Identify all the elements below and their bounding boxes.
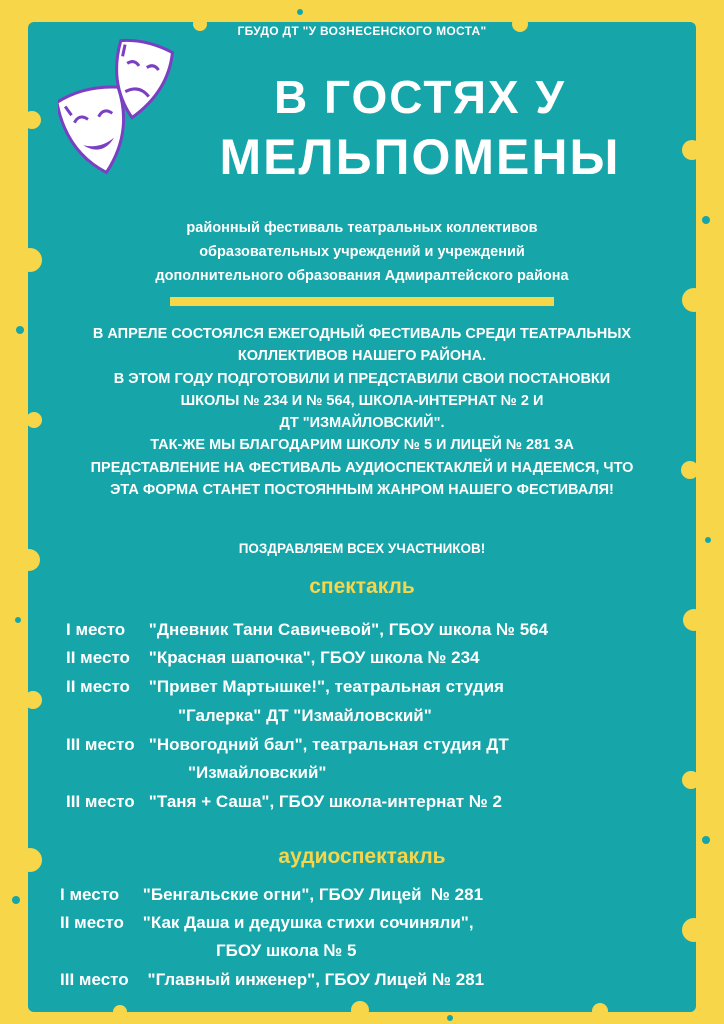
body-line: В ЭТОМ ГОДУ ПОДГОТОВИЛИ И ПРЕДСТАВИЛИ СВОИ ПОСТАНОВКИ <box>113 370 611 387</box>
audio-result-line: III место "Главный инженер", ГБОУ Лицей № 281 <box>60 970 485 989</box>
spectacle-result-line: II место "Красная шапочка", ГБОУ школа № 234 <box>66 648 480 667</box>
spectacle-result-line: "Галерка" ДТ "Измайловский" <box>178 706 432 725</box>
spectacle-result-line: III место "Таня + Саша", ГБОУ школа-интернат № 2 <box>66 792 502 811</box>
festival-description <box>60 216 664 288</box>
subtitle-line: районный фестиваль театральных коллективов <box>186 220 538 236</box>
body-line: ЭТА ФОРМА СТАНЕТ ПОСТОЯННЫМ ЖАНРОМ НАШЕГО ФЕСТИВАЛЯ! <box>110 482 614 499</box>
body-line: ДТ "ИЗМАЙЛОВСКИЙ". <box>279 415 445 432</box>
congratulations-text: ПОЗДРАВЛЯЕМ ВСЕХ УЧАСТНИКОВ! <box>238 541 486 556</box>
spectacle-heading: спектакль <box>309 575 415 598</box>
body-line: КОЛЛЕКТИВОВ НАШЕГО РАЙОНА. <box>237 348 487 365</box>
audio-result-line: I место "Бенгальские огни", ГБОУ Лицей № 281 <box>60 885 484 904</box>
body-line: В АПРЕЛЕ СОСТОЯЛСЯ ЕЖЕГОДНЫЙ ФЕСТИВАЛЬ СРЕДИ ТЕАТРАЛЬНЫХ <box>92 326 632 342</box>
spectacle-result-line: "Измайловский" <box>188 763 327 782</box>
audio-result-line: II место "Как Даша и дедушка стихи сочиняли", <box>60 913 474 932</box>
announcement-text <box>30 323 694 501</box>
page-title-line-1: В ГОСТЯХ У <box>274 71 566 123</box>
spectacle-result-line: II место "Привет Мартышке!", театральная студия <box>66 677 504 696</box>
body-line: ШКОЛЫ № 234 И № 564, ШКОЛА-ИНТЕРНАТ № 2 И <box>180 392 544 409</box>
spectacle-result-line: III место "Новогодний бал", театральная студия ДТ <box>66 735 509 754</box>
audio-result-line: ГБОУ школа № 5 <box>216 941 357 960</box>
page-title-line-2: МЕЛЬПОМЕНЫ <box>219 129 621 185</box>
organization-name: ГБУДО ДТ "У ВОЗНЕСЕНСКОГО МОСТА" <box>237 24 487 38</box>
yellow-divider <box>170 297 554 306</box>
subtitle-line: дополнительного образования Адмиралтейского района <box>155 268 569 284</box>
body-line: ТАК-ЖЕ МЫ БЛАГОДАРИМ ШКОЛУ № 5 И ЛИЦЕЙ № 281 ЗА <box>150 437 574 454</box>
subtitle-line: образовательных учреждений и учреждений <box>199 244 525 260</box>
body-line: ПРЕДСТАВЛЕНИЕ НА ФЕСТИВАЛЬ АУДИОСПЕКТАКЛЕЙ И НАДЕЕМСЯ, ЧТО <box>90 459 634 476</box>
audio-spectacle-heading: аудиоспектакль <box>278 845 446 868</box>
spectacle-result-line: I место "Дневник Тани Савичевой", ГБОУ школа № 564 <box>66 620 549 639</box>
